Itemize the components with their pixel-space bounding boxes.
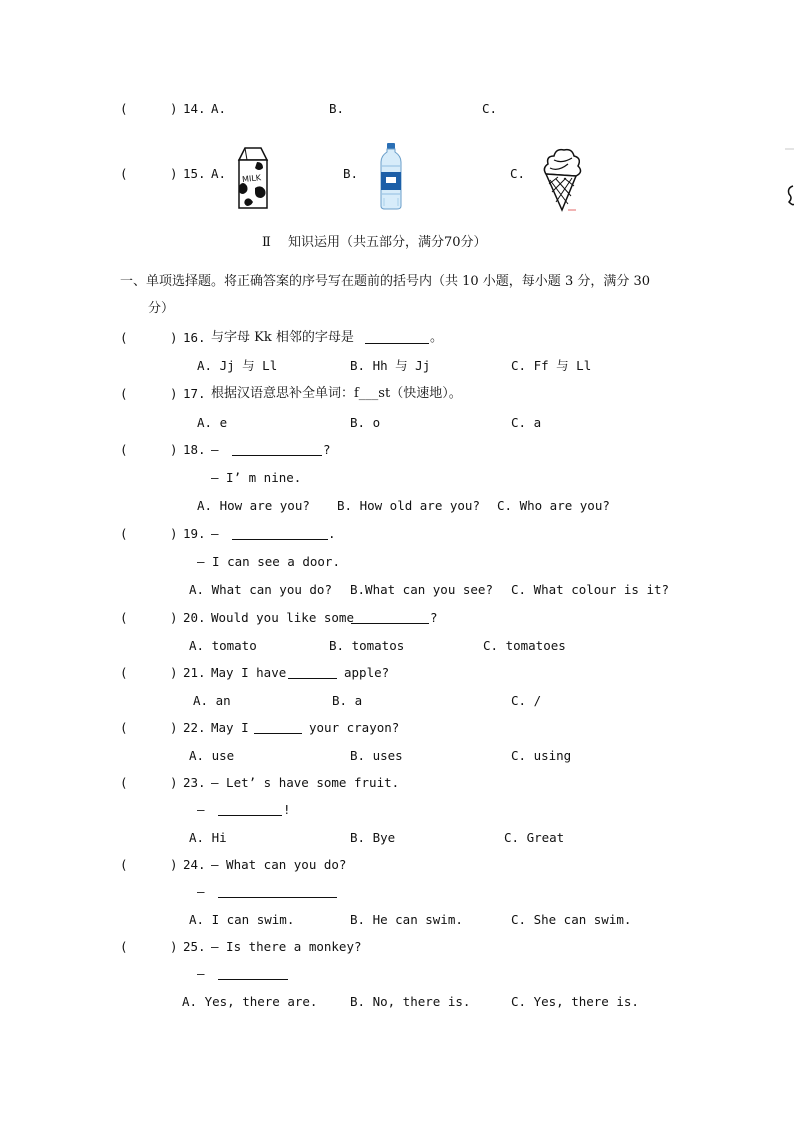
question-stem: May I have <box>211 665 287 680</box>
dialog-reply: — I can see a door. <box>197 554 340 569</box>
question-stem: 根据汉语意思补全单词：f___st（快速地）。 <box>211 386 462 401</box>
reply-end: ! <box>283 802 291 817</box>
option-a: A. <box>211 166 227 181</box>
question-number: 19. <box>183 526 206 541</box>
answer-paren-close: ) <box>170 101 178 116</box>
answer-paren-open: ( <box>120 857 128 872</box>
option-c: C. using <box>511 748 572 763</box>
question-number: 17. <box>183 386 206 401</box>
option-b: B. How old are you? <box>337 498 480 513</box>
answer-blank[interactable] <box>288 666 337 679</box>
option-c: C. Who are you? <box>497 498 610 513</box>
water-bottle-icon <box>377 142 405 210</box>
question-number: 23. <box>183 775 206 790</box>
answer-blank[interactable] <box>218 803 282 816</box>
dialog-dash: — <box>197 802 205 817</box>
option-b: B. He can swim. <box>350 912 463 927</box>
option-a: A. e <box>197 415 228 430</box>
option-c: C. She can swim. <box>511 912 632 927</box>
question-number: 18. <box>183 442 206 457</box>
option-a: A. Yes, there are. <box>182 994 318 1009</box>
question-stem: — Is there a monkey? <box>211 939 362 954</box>
option-c: C. <box>510 166 526 181</box>
answer-blank[interactable] <box>365 331 429 344</box>
question-stem-end: 。 <box>430 330 444 345</box>
question-stem: May I <box>211 720 249 735</box>
answer-paren-open: ( <box>120 775 128 790</box>
question-stem: Would you like some <box>211 610 354 625</box>
answer-paren-open: ( <box>120 101 128 116</box>
answer-blank[interactable] <box>218 967 288 980</box>
option-a: A. an <box>193 693 231 708</box>
answer-paren-close: ) <box>170 166 178 181</box>
question-stem-end: ? <box>323 442 331 457</box>
answer-paren-close: ) <box>170 939 178 954</box>
option-a: A. use <box>189 748 235 763</box>
answer-blank[interactable] <box>232 443 322 456</box>
option-a: A. Hi <box>189 830 227 845</box>
question-stem-end: . <box>328 526 336 541</box>
option-c: C. a <box>511 415 542 430</box>
answer-paren-open: ( <box>120 665 128 680</box>
option-a: A. How are you? <box>197 498 310 513</box>
milk-carton-icon <box>233 146 273 210</box>
dialog-dash: — <box>211 442 219 457</box>
answer-blank[interactable] <box>254 721 302 734</box>
option-b: B. No, there is. <box>350 994 471 1009</box>
answer-paren-open: ( <box>120 386 128 401</box>
option-c: C. <box>482 101 498 116</box>
question-number: 24. <box>183 857 206 872</box>
option-c: C. / <box>511 693 542 708</box>
answer-blank[interactable] <box>232 527 328 540</box>
question-number: 16. <box>183 330 206 345</box>
page-edge-mark <box>783 148 794 208</box>
question-stem-end: apple? <box>344 665 390 680</box>
question-stem-end: your crayon? <box>309 720 400 735</box>
dialog-dash: — <box>197 884 205 899</box>
question-number: 14. <box>183 101 206 116</box>
option-c: C. What colour is it? <box>511 582 670 597</box>
question-number: 21. <box>183 665 206 680</box>
section-numeral: Ⅱ <box>262 235 271 250</box>
question-number: 20. <box>183 610 206 625</box>
option-b: B. Hh 与 Jj <box>350 358 431 373</box>
option-b: B.What can you see? <box>350 582 493 597</box>
answer-paren-open: ( <box>120 526 128 541</box>
answer-paren-close: ) <box>170 610 178 625</box>
dialog-dash: — <box>197 966 205 981</box>
answer-paren-open: ( <box>120 720 128 735</box>
option-a: A. What can you do? <box>189 582 332 597</box>
answer-paren-open: ( <box>120 330 128 345</box>
question-stem: 与字母 Kk 相邻的字母是 <box>211 330 354 345</box>
option-b: B. uses <box>350 748 403 763</box>
option-b: B. a <box>332 693 363 708</box>
part-instruction: 一、单项选择题。将正确答案的序号写在题前的括号内（共 10 小题，每小题 3 分，满分 30 <box>120 274 651 289</box>
option-a: A. I can swim. <box>189 912 295 927</box>
question-stem: — What can you do? <box>211 857 347 872</box>
option-b: B. tomatos <box>329 638 405 653</box>
option-b: B. Bye <box>350 830 396 845</box>
option-c: C. Great <box>504 830 565 845</box>
answer-paren-close: ) <box>170 386 178 401</box>
question-number: 15. <box>183 166 206 181</box>
answer-paren-close: ) <box>170 720 178 735</box>
option-b: B. <box>329 101 345 116</box>
dialog-reply: — I’ m nine. <box>211 470 302 485</box>
dialog-dash: — <box>211 526 219 541</box>
part-instruction-cont: 分） <box>148 301 175 316</box>
answer-paren-open: ( <box>120 939 128 954</box>
answer-paren-open: ( <box>120 442 128 457</box>
answer-paren-close: ) <box>170 665 178 680</box>
option-a: A. <box>211 101 227 116</box>
answer-blank[interactable] <box>351 611 429 624</box>
answer-paren-close: ) <box>170 857 178 872</box>
answer-paren-open: ( <box>120 610 128 625</box>
answer-blank[interactable] <box>218 885 337 898</box>
option-c: C. Ff 与 Ll <box>511 358 592 373</box>
answer-paren-close: ) <box>170 775 178 790</box>
answer-paren-open: ( <box>120 166 128 181</box>
section-title: 知识运用（共五部分，满分70分） <box>288 235 487 250</box>
option-a: A. tomato <box>189 638 257 653</box>
option-b: B. o <box>350 415 381 430</box>
option-c: C. tomatoes <box>483 638 566 653</box>
question-number: 25. <box>183 939 206 954</box>
ice-cream-cone-icon <box>538 144 586 214</box>
answer-paren-close: ) <box>170 442 178 457</box>
option-a: A. Jj 与 Ll <box>197 358 278 373</box>
option-c: C. Yes, there is. <box>511 994 639 1009</box>
question-stem-end: ? <box>430 610 438 625</box>
answer-paren-close: ) <box>170 330 178 345</box>
question-stem: — Let’ s have some fruit. <box>211 775 400 790</box>
milk-label: MILK <box>241 173 262 185</box>
question-number: 22. <box>183 720 206 735</box>
answer-paren-close: ) <box>170 526 178 541</box>
option-b: B. <box>343 166 359 181</box>
